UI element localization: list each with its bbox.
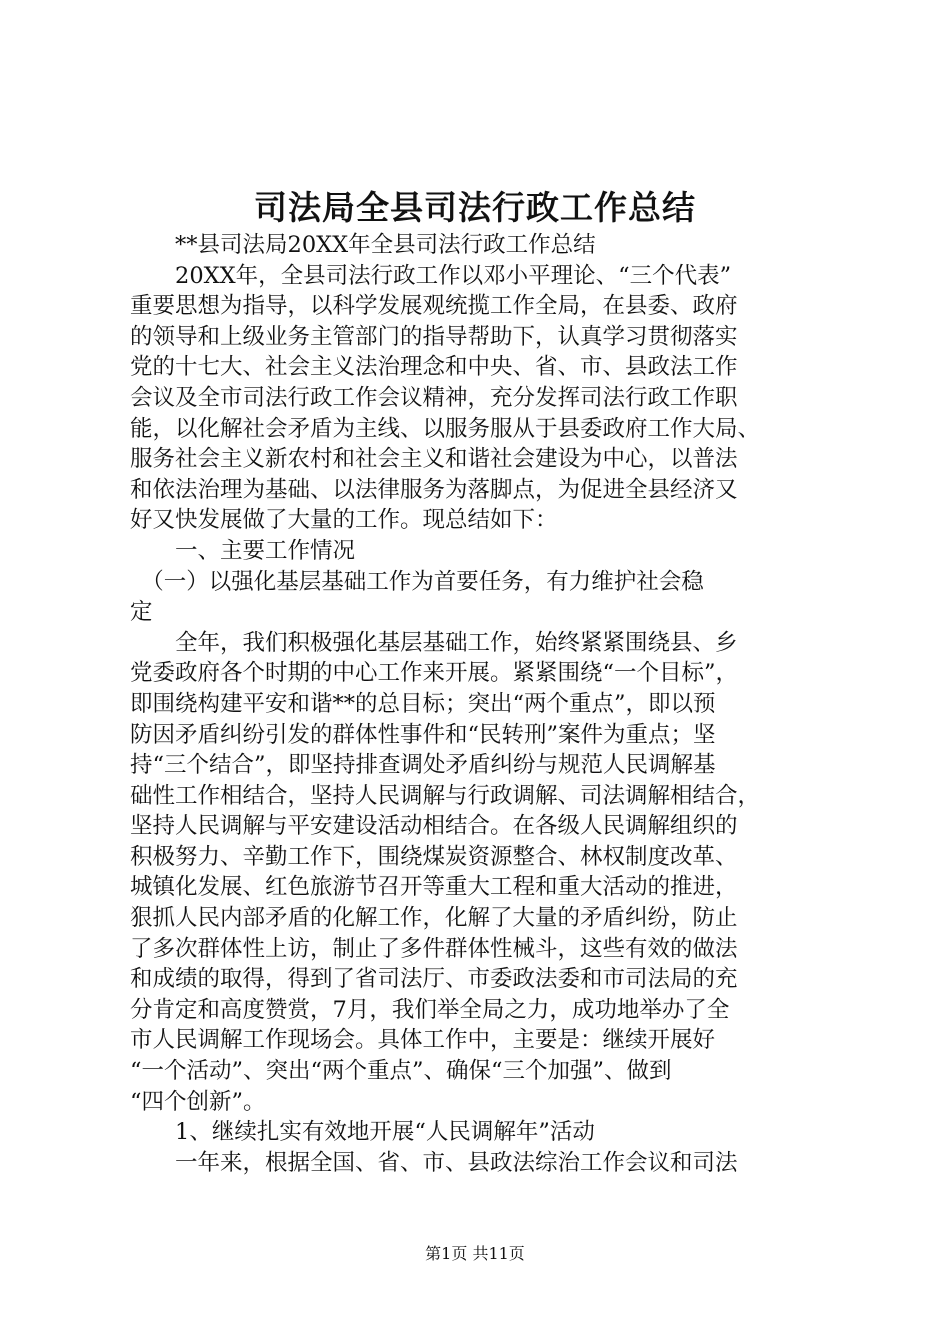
body-line: 市人民调解工作现场会。具体工作中，主要是：继续开展好 xyxy=(130,1027,716,1054)
body-line: 分肯定和高度赞赏，7月，我们举全局之力，成功地举办了全 xyxy=(130,996,730,1023)
document-body xyxy=(130,230,850,1178)
body-line: 和依法治理为基础、以法律服务为落脚点，为促进全县经济又 xyxy=(130,476,738,503)
body-line: 坚持人民调解与平安建设活动相结合。在各级人民调解组织的 xyxy=(130,813,738,840)
body-line: 党委政府各个时期的中心工作来开展。紧紧围绕“一个目标”， xyxy=(130,660,739,687)
body-line: 定 xyxy=(130,599,153,626)
body-line: （一）以强化基层基础工作为首要任务，有力维护社会稳 xyxy=(130,568,704,595)
body-line: 党的十七大、社会主义法治理念和中央、省、市、县政法工作 xyxy=(130,354,738,381)
body-line: 1、继续扎实有效地开展“人民调解年”活动 xyxy=(130,1119,595,1146)
body-line: “四个创新”。 xyxy=(130,1088,266,1115)
body-line: 重要思想为指导，以科学发展观统揽工作全局，在县委、政府 xyxy=(130,293,738,320)
body-line: “一个活动”、突出“两个重点”、确保“三个加强”、做到 xyxy=(130,1058,672,1085)
body-line: 一、主要工作情况 xyxy=(130,537,356,564)
body-line: 积极努力、辛勤工作下，围绕煤炭资源整合、林权制度改革、 xyxy=(130,843,738,870)
body-line: 防因矛盾纠纷引发的群体性事件和“民转刑”案件为重点；坚 xyxy=(130,721,716,748)
body-line: 和成绩的取得，得到了省司法厅、市委政法委和市司法局的充 xyxy=(130,966,738,993)
page-footer: 第1页 共11页 xyxy=(425,1244,525,1263)
body-line: 能，以化解社会矛盾为主线、以服务服从于县委政府工作大局、 xyxy=(130,415,761,442)
body-line: **县司法局20XX年全县司法行政工作总结 xyxy=(130,232,596,258)
body-line: 城镇化发展、红色旅游节召开等重大工程和重大活动的推进， xyxy=(130,874,738,901)
body-line: 持“三个结合”，即坚持排查调处矛盾纠纷与规范人民调解基 xyxy=(130,752,716,779)
body-line: 础性工作相结合，坚持人民调解与行政调解、司法调解相结合， xyxy=(130,782,761,809)
body-line: 一年来，根据全国、省、市、县政法综治工作会议和司法 xyxy=(130,1149,738,1176)
body-line: 了多次群体性上访，制止了多件群体性械斗，这些有效的做法 xyxy=(130,935,738,962)
body-line: 全年，我们积极强化基层基础工作，始终紧紧围绕县、乡 xyxy=(130,629,738,656)
body-line: 狠抓人民内部矛盾的化解工作，化解了大量的矛盾纠纷，防止 xyxy=(130,905,738,932)
body-line: 好又快发展做了大量的工作。现总结如下： xyxy=(130,507,558,534)
document-title: 司法局全县司法行政工作总结 xyxy=(254,188,696,227)
body-line: 服务社会主义新农村和社会主义和谐社会建设为中心，以普法 xyxy=(130,446,738,473)
body-line: 20XX年，全县司法行政工作以邓小平理论、“三个代表” xyxy=(130,262,732,289)
body-line: 即围绕构建平安和谐**的总目标；突出“两个重点”，即以预 xyxy=(130,690,716,717)
body-line: 会议及全市司法行政工作会议精神，充分发挥司法行政工作职 xyxy=(130,384,738,411)
body-line: 的领导和上级业务主管部门的指导帮助下，认真学习贯彻落实 xyxy=(130,323,738,350)
